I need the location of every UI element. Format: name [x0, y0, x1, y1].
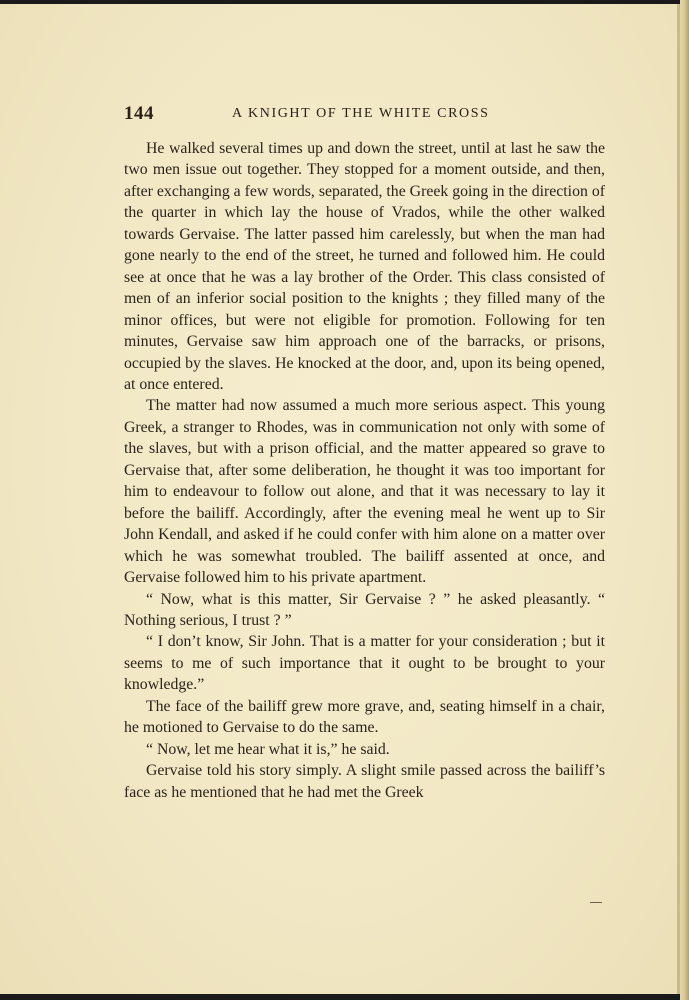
body-text	[124, 138, 605, 803]
paragraph: The matter had now assumed a much more serious aspect. This young Greek, a stranger to Rhodes, was in communication not only with some of the slaves, but with a prison official, and the matter appeared so grave to Gervaise that, after some deliberation, he thought it was too important for him to endeavour to follow out alone, and that it was necessary to lay it before the bailiff. Accordingly, after the evening meal he went up to Sir John Kendall, and asked if he could confer with him alone on a matter over which he was somewhat troubled. The bailiff assented at once, and Gervaise followed him to his private apartment.	[124, 397, 605, 587]
paragraph: He walked several times up and down the street, until at last he saw the two men issue out together. They stopped for a moment outside, and then, after exchanging a few words, separated, the Greek going in the direction of the quarter in which lay the house of Vrados, while the other walked towards Gervaise. The latter passed him carelessly, but when the man had gone nearly to the end of the street, he turned and followed him. He could see at once that he was a lay brother of the Order. This class consisted of men of an inferior social position to the knights ; they filled many of the minor offices, but were not eligible for promotion. Following for ten minutes, Gervaise saw him approach one of the barracks, or prisons, occupied by the slaves. He knocked at the door, and, upon its being opened, at once entered.	[124, 140, 605, 393]
paragraph: “ Now, what is this matter, Sir Gervaise ? ” he asked pleasantly. “ Nothing serious, I trust ? ”	[124, 590, 605, 629]
paragraph: The face of the bailiff grew more grave, and, seating himself in a chair, he motioned to Gervaise to do the same.	[124, 697, 605, 737]
running-head: A KNIGHT OF THE WHITE CROSS	[232, 106, 490, 121]
page-header	[124, 103, 604, 127]
paragraph: “ I don’t know, Sir John. That is a matter for your consideration ; but it seems to me of such importance that it ought to be brought to your knowledge.”	[124, 633, 605, 694]
paragraph: “ Now, let me hear what it is,” he said.	[146, 740, 390, 758]
page-number: 144	[124, 103, 154, 124]
book-page	[0, 4, 680, 994]
paragraph: Gervaise told his story simply. A slight smile passed across the bailiff’s face as he mentioned that he had met the Greek	[124, 762, 605, 801]
page-edge	[680, 0, 689, 1000]
catchword-mark	[590, 902, 602, 903]
